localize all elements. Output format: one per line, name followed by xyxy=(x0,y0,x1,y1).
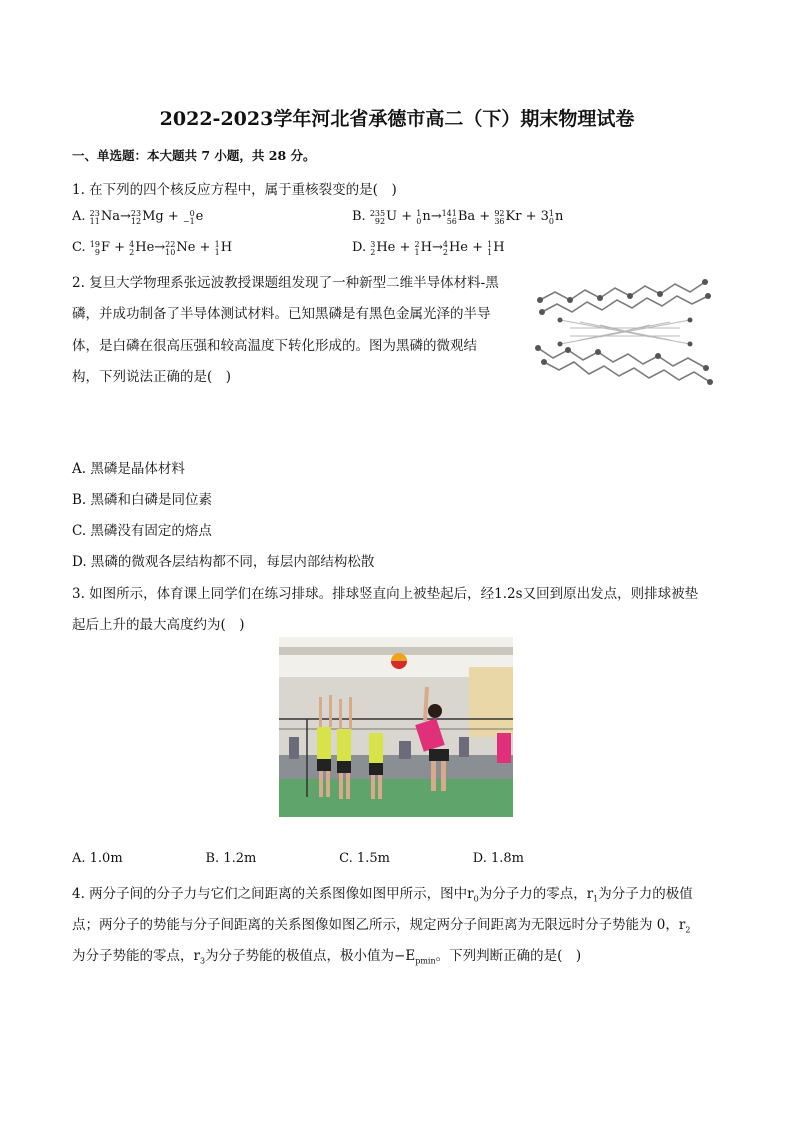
q1-option-a-letter: A. xyxy=(72,209,86,224)
q4-line-1-part-e: 为分子力的极值 xyxy=(598,886,693,902)
q1-option-c-letter: C. xyxy=(72,240,86,255)
q4-line-3-part-a: 为分子势能的零点，r xyxy=(72,948,200,964)
q2-line-2: 磷，并成功制备了半导体测试材料。已知黑磷是有黑色金属光泽的半导 xyxy=(72,306,491,322)
q1-option-d[interactable]: D. 3 2 He + 2 1 H→ 4 2 He + 1 1 H xyxy=(352,240,505,257)
q1-option-a[interactable]: A. 23 11 Na→ 23 12 Mg + 0 −1 e xyxy=(72,209,204,226)
q4-line-1 xyxy=(72,882,693,904)
q1-option-c[interactable]: C. 19 9 F + 4 2 He→ 22 10 Ne + 1 1 H xyxy=(72,240,233,257)
page-title: 2022-2023学年河北省承德市高二（下）期末物理试卷 xyxy=(159,108,635,130)
volleyball-practice-photo xyxy=(279,637,513,817)
q2-line-1: 2. 复旦大学物理系张远波教授课题组发现了一种新型二维半导体材料-黑 xyxy=(72,275,499,291)
q2-line-3: 体，是白磷在很高压强和较高温度下转化形成的。图为黑磷的微观结 xyxy=(72,338,477,354)
q1-option-d-letter: D. xyxy=(352,240,367,255)
q3-option-b[interactable]: B. 1.2m xyxy=(205,851,257,866)
section-heading: 一、单选题：本大题共 7 小题，共 28 分。 xyxy=(72,148,316,163)
q2-option-a[interactable]: A. 黑磷是晶体材料 xyxy=(72,461,185,477)
black-phosphorus-structure-image xyxy=(530,270,716,394)
q4-r2-subscript: 2 xyxy=(685,925,691,935)
q3-line-1: 3. 如图所示，体育课上同学们在练习排球。排球竖直向上被垫起后，经1.2s又回到原出发点，则排球被垫 xyxy=(72,586,699,602)
q2-option-c[interactable]: C. 黑磷没有固定的熔点 xyxy=(72,523,212,539)
q4-line-1-part-c: 为分子力的零点，r xyxy=(478,886,594,902)
q4-epmin-subscript: pmin xyxy=(415,956,436,966)
q3-option-a[interactable]: A. 1.0m xyxy=(72,851,123,866)
q3-line-2: 起后上升的最大高度约为( ) xyxy=(72,617,245,633)
q4-line-2 xyxy=(72,913,690,935)
q1-option-b-letter: B. xyxy=(352,209,366,224)
q4-r1-subscript: 1 xyxy=(593,894,599,904)
q4-line-2-part-a: 点；两分子的势能与分子间距离的关系图像如图乙所示，规定两分子间距离为无限远时分子势能为 0，r xyxy=(72,917,686,933)
q4-line-3-part-c: 为分子势能的极值点，极小值为−E xyxy=(205,948,416,964)
q4-line-3-part-e: 。下列判断正确的是( ) xyxy=(435,948,582,964)
q1-stem: 1. 在下列的四个核反应方程中，属于重核裂变的是( ) xyxy=(72,182,397,198)
q4-r3-subscript: 3 xyxy=(199,956,206,966)
q2-option-b[interactable]: B. 黑磷和白磷是同位素 xyxy=(72,492,213,508)
q3-options xyxy=(72,851,524,866)
q2-line-4: 构，下列说法正确的是( ) xyxy=(72,369,232,385)
q4-line-1-part-a: 4. 两分子间的分子力与它们之间距离的关系图像如图甲所示，图中r xyxy=(72,886,474,902)
q3-option-c[interactable]: C. 1.5m xyxy=(339,851,390,866)
q4-line-3 xyxy=(72,944,581,966)
q3-option-d[interactable]: D. 1.8m xyxy=(472,851,524,866)
q2-option-d[interactable]: D. 黑磷的微观各层结构都不同，每层内部结构松散 xyxy=(72,554,375,570)
q1-option-b[interactable]: B. 235 92 U + 1 0 n→ 141 56 Ba + 92 36 Kr + 3 1 0 n xyxy=(352,209,564,226)
q4-r0-subscript: 0 xyxy=(473,894,479,904)
